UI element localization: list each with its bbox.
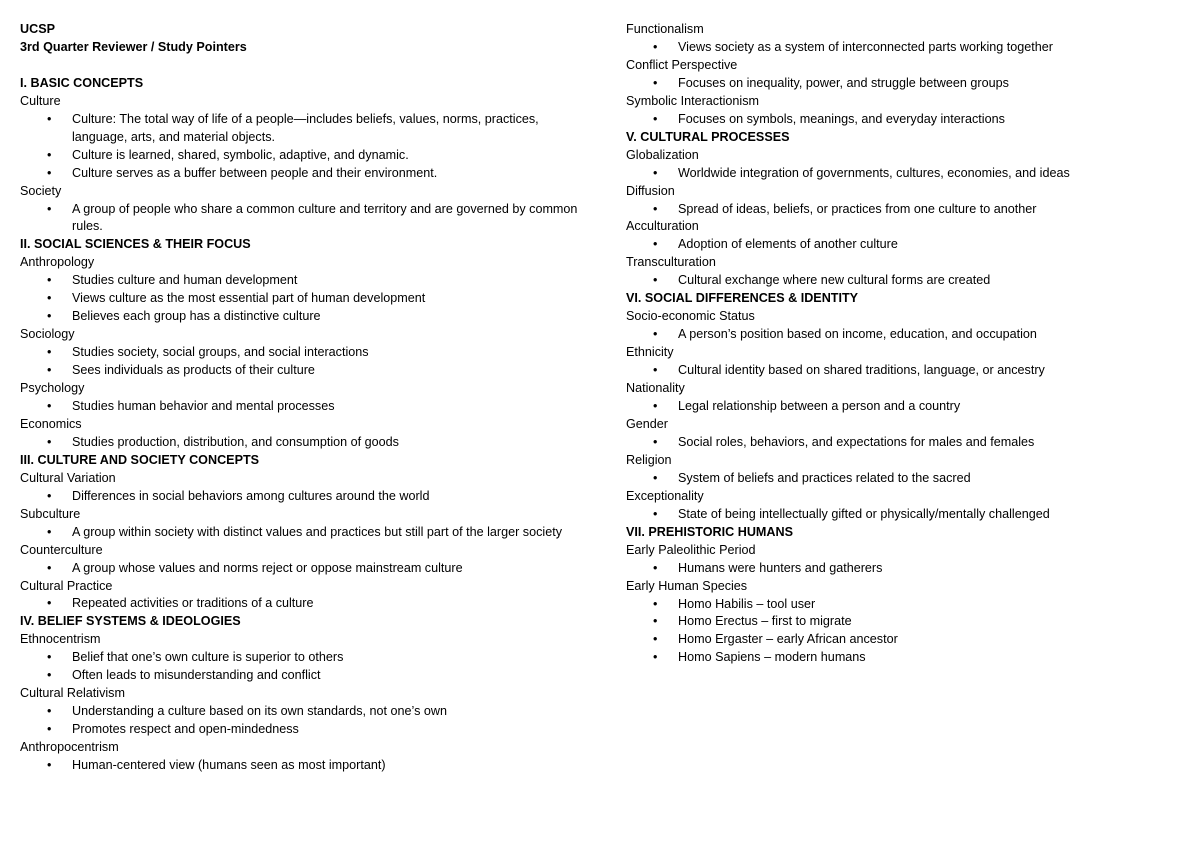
list-item: • Homo Habilis – tool user: [626, 596, 1186, 614]
topic-title: Ethnicity: [626, 345, 674, 360]
section-heading: IV. BELIEF SYSTEMS & IDEOLOGIES: [20, 614, 241, 629]
topic-title: Cultural Practice: [20, 578, 113, 593]
bullet-list: [626, 236, 1186, 254]
topic-title: Conflict Perspective: [626, 57, 738, 72]
list-item: • Views society as a system of interconnected parts working together: [626, 39, 1186, 57]
spacer: [20, 57, 580, 75]
bullet-list: [20, 757, 580, 775]
topic-title: Acculturation: [626, 219, 699, 234]
topic-title: Functionalism: [626, 22, 704, 36]
list-item: • Studies society, social groups, and social interactions: [20, 344, 580, 362]
bullet-list: [626, 596, 1186, 668]
list-item: • System of beliefs and practices related to the sacred: [626, 470, 1186, 488]
bullet-list: [626, 362, 1186, 380]
list-item: • A group of people who share a common culture and territory and are governed by common rules.: [20, 201, 580, 237]
bullet-list: [20, 524, 580, 542]
section-heading: VII. PREHISTORIC HUMANS: [626, 524, 794, 539]
section-heading: I. BASIC CONCEPTS: [20, 75, 144, 90]
bullet-list: [20, 398, 580, 416]
list-item: • Sees individuals as products of their culture: [20, 362, 580, 380]
section: [626, 524, 1186, 668]
right-column: [626, 21, 1186, 667]
topic-title: Diffusion: [626, 183, 675, 198]
list-item: • Promotes respect and open-mindedness: [20, 721, 580, 739]
topic-title: Society: [20, 183, 62, 198]
list-item: • Adoption of elements of another culture: [626, 236, 1186, 254]
topic-title: Psychology: [20, 381, 85, 396]
bullet-list: [626, 434, 1186, 452]
section-heading: VI. SOCIAL DIFFERENCES & IDENTITY: [626, 291, 859, 306]
bullet-list: [626, 326, 1186, 344]
list-item: • Worldwide integration of governments, cultures, economies, and ideas: [626, 165, 1186, 183]
left-column: [20, 21, 580, 775]
list-item: • State of being intellectually gifted or physically/mentally challenged: [626, 506, 1186, 524]
section-heading: III. CULTURE AND SOCIETY CONCEPTS: [20, 452, 260, 467]
bullet-list: [626, 506, 1186, 524]
bullet-list: [626, 39, 1186, 57]
bullet-list: [20, 272, 580, 326]
list-item: • Culture: The total way of life of a people—includes beliefs, values, norms, practices, language, arts, and material objects.: [20, 111, 580, 147]
section: [626, 21, 1186, 129]
list-item: • Culture is learned, shared, symbolic, adaptive, and dynamic.: [20, 147, 580, 165]
bullet-list: [626, 75, 1186, 93]
list-item: • Studies production, distribution, and consumption of goods: [20, 434, 580, 452]
bullet-list: [20, 703, 580, 739]
list-item: • Belief that one’s own culture is superior to others: [20, 649, 580, 667]
bullet-list: [20, 595, 580, 613]
topic-title: Economics: [20, 416, 82, 431]
list-item: • Spread of ideas, beliefs, or practices from one culture to another: [626, 201, 1186, 219]
topic-title: Anthropology: [20, 255, 95, 270]
list-item: • A person’s position based on income, education, and occupation: [626, 326, 1186, 344]
topic-title: Culture: [20, 93, 61, 108]
bullet-list: [626, 398, 1186, 416]
bullet-list: [20, 434, 580, 452]
list-item: • Studies human behavior and mental processes: [20, 398, 580, 416]
section-heading: II. SOCIAL SCIENCES & THEIR FOCUS: [20, 237, 251, 252]
list-item: • Cultural identity based on shared traditions, language, or ancestry: [626, 362, 1186, 380]
list-item: • Often leads to misunderstanding and conflict: [20, 667, 580, 685]
section: [20, 613, 580, 775]
section: [20, 75, 580, 237]
document-subtitle: 3rd Quarter Reviewer / Study Pointers: [20, 39, 247, 54]
section: [626, 290, 1186, 523]
bullet-list: [626, 560, 1186, 578]
list-item: • Homo Sapiens – modern humans: [626, 649, 1186, 667]
bullet-list: [626, 111, 1186, 129]
section: [626, 129, 1186, 291]
section: [20, 236, 580, 451]
topic-title: Exceptionality: [626, 488, 704, 503]
topic-title: Symbolic Interactionism: [626, 93, 759, 108]
bullet-list: [20, 649, 580, 685]
bullet-list: [20, 488, 580, 506]
list-item: • Views culture as the most essential part of human development: [20, 290, 580, 308]
list-item: • Understanding a culture based on its own standards, not one’s own: [20, 703, 580, 721]
topic-title: Nationality: [626, 381, 685, 396]
section-heading: V. CULTURAL PROCESSES: [626, 129, 790, 144]
list-item: • Focuses on inequality, power, and struggle between groups: [626, 75, 1186, 93]
list-item: • Human-centered view (humans seen as most important): [20, 757, 580, 775]
list-item: • Studies culture and human development: [20, 272, 580, 290]
bullet-list: [626, 201, 1186, 219]
bullet-list: [20, 560, 580, 578]
list-item: • Homo Ergaster – early African ancestor: [626, 631, 1186, 649]
list-item: • Humans were hunters and gatherers: [626, 560, 1186, 578]
list-item: • A group whose values and norms reject or oppose mainstream culture: [20, 560, 580, 578]
section: [20, 452, 580, 614]
list-item: • Cultural exchange where new cultural forms are created: [626, 272, 1186, 290]
topic-title: Ethnocentrism: [20, 632, 101, 647]
bullet-list: [626, 165, 1186, 183]
topic-title: Religion: [626, 452, 672, 467]
list-item: • Social roles, behaviors, and expectations for males and females: [626, 434, 1186, 452]
topic-title: Globalization: [626, 147, 699, 162]
topic-title: Counterculture: [20, 542, 103, 557]
list-item: • Legal relationship between a person and a country: [626, 398, 1186, 416]
list-item: • A group within society with distinct values and practices but still part of the larger society: [20, 524, 580, 542]
bullet-list: [20, 344, 580, 380]
list-item: • Culture serves as a buffer between people and their environment.: [20, 165, 580, 183]
topic-title: Early Paleolithic Period: [626, 542, 756, 557]
list-item: • Believes each group has a distinctive culture: [20, 308, 580, 326]
topic-title: Gender: [626, 416, 669, 431]
topic-title: Cultural Variation: [20, 470, 116, 485]
topic-title: Cultural Relativism: [20, 686, 125, 701]
topic-title: Socio-economic Status: [626, 309, 755, 324]
bullet-list: [626, 470, 1186, 488]
topic-title: Anthropocentrism: [20, 740, 119, 755]
list-item: • Homo Erectus – first to migrate: [626, 613, 1186, 631]
bullet-list: [20, 111, 580, 183]
course-title: UCSP: [20, 22, 55, 36]
topic-title: Subculture: [20, 506, 81, 521]
topic-title: Early Human Species: [626, 578, 748, 593]
list-item: • Differences in social behaviors among cultures around the world: [20, 488, 580, 506]
list-item: • Focuses on symbols, meanings, and everyday interactions: [626, 111, 1186, 129]
bullet-list: [626, 272, 1186, 290]
bullet-list: [20, 201, 580, 237]
topic-title: Sociology: [20, 327, 75, 342]
topic-title: Transculturation: [626, 255, 716, 270]
list-item: • Repeated activities or traditions of a culture: [20, 595, 580, 613]
